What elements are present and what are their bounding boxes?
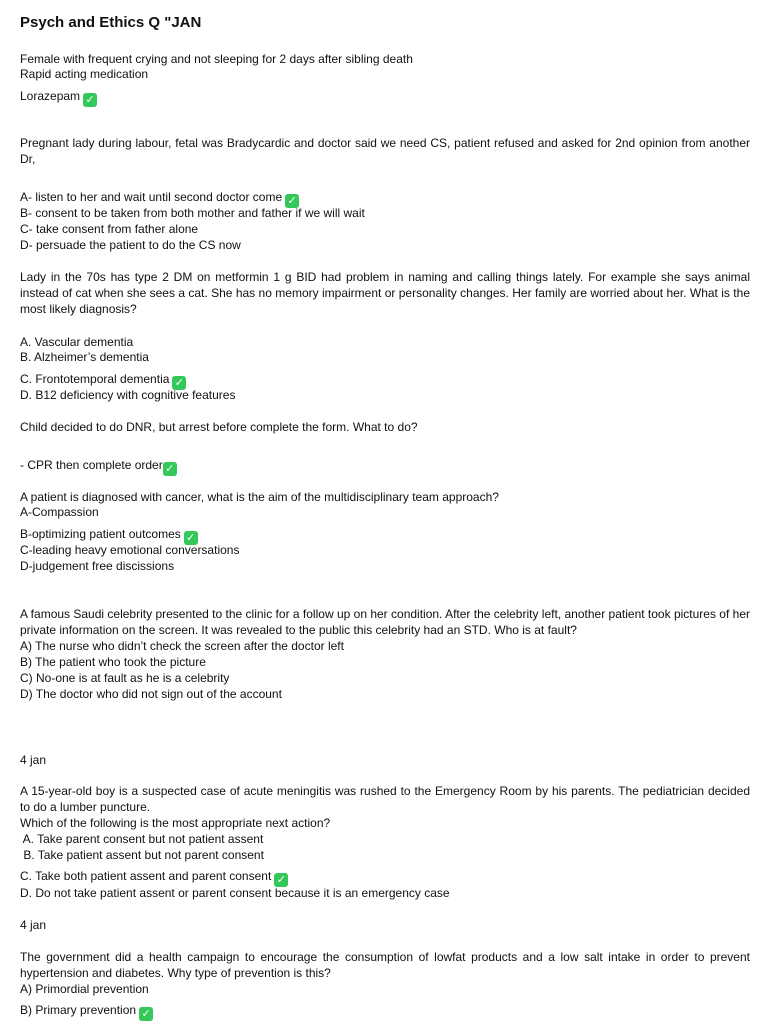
q8-option-b-text: B) Primary prevention [20, 1003, 137, 1017]
page-title: Psych and Ethics Q "JAN [20, 14, 202, 31]
check-mark-icon: ✓ [285, 194, 299, 208]
q2-option-c: C- take consent from father alone [20, 222, 199, 236]
q1-stem-line-2: Rapid acting medication [20, 67, 149, 81]
q1-answer [20, 88, 750, 107]
q6-option-a: A) The nurse who didn’t check the screen after the doctor left [20, 639, 344, 653]
q4-answer-text: - CPR then complete order [20, 458, 163, 472]
q6-stem: A famous Saudi celebrity presented to the clinic for a follow up on her condition. After the celebrity left, another patient took pictures of her private information on the screen. It was revealed to the public this celebrity had an STD. Who is at fault? [20, 607, 750, 637]
date-label: 4 jan [20, 918, 47, 932]
q7-option-d: D. Do not take patient assent or parent consent because it is an emergency case [20, 886, 450, 900]
q5-option-b-text: B-optimizing patient outcomes [20, 527, 181, 541]
q7-stem: A 15-year-old boy is a suspected case of acute meningitis was rushed to the Emergency Room by his parents. The pediatrician decided to do a lumber puncture. [20, 784, 750, 814]
check-mark-icon: ✓ [184, 531, 198, 545]
q2-option-b: B- consent to be taken from both mother and father if we will wait [20, 206, 365, 220]
q3-option-d: D. B12 deficiency with cognitive features [20, 388, 236, 402]
q5-option-c: C-leading heavy emotional conversations [20, 543, 240, 557]
q7-option-a: A. Take parent consent but not patient assent [20, 832, 264, 846]
q1-stem-line-1: Female with frequent crying and not sleeping for 2 days after sibling death [20, 52, 413, 66]
q3-option-c-text: C. Frontotemporal dementia [20, 372, 170, 386]
q4-stem: Child decided to do DNR, but arrest before complete the form. What to do? [20, 420, 418, 434]
q5-option-a: A-Compassion [20, 505, 99, 519]
q8-stem: The government did a health campaign to encourage the consumption of lowfat products and a low salt intake in order to prevent hypertension and diabetes. Why type of prevention is this? [20, 950, 750, 980]
check-mark-icon: ✓ [163, 462, 177, 476]
check-mark-icon: ✓ [172, 376, 186, 390]
q2-option-a-text: A- listen to her and wait until second doctor come [20, 190, 283, 204]
q2-stem: Pregnant lady during labour, fetal was Bradycardic and doctor said we need CS, patient refused and asked for 2nd opinion from another Dr, [20, 136, 750, 166]
q3-option-a: A. Vascular dementia [20, 335, 134, 349]
date-label: 4 jan [20, 753, 47, 767]
check-mark-icon: ✓ [139, 1007, 153, 1021]
q6-option-d: D) The doctor who did not sign out of the account [20, 687, 282, 701]
q2-option-d: D- persuade the patient to do the CS now [20, 238, 241, 252]
check-mark-icon: ✓ [83, 93, 97, 107]
q7-question: Which of the following is the most appropriate next action? [20, 816, 331, 830]
q6-option-b: B) The patient who took the picture [20, 655, 206, 669]
q5-option-d: D-judgement free discissions [20, 559, 175, 573]
check-mark-icon: ✓ [274, 873, 288, 887]
q7-option-c-text: C. Take both patient assent and parent consent [20, 869, 272, 883]
q7-option-b: B. Take patient assent but not parent consent [20, 848, 264, 862]
q3-stem: Lady in the 70s has type 2 DM on metformin 1 g BID had problem in naming and calling things lately. For example she says animal instead of cat when she sees a cat. She has no memory impairment or personality changes. Her family are worried about her. What is the most likely diagnosis? [20, 270, 750, 316]
q3-option-b: B. Alzheimer’s dementia [20, 350, 149, 364]
q1-answer-text: Lorazepam [20, 89, 81, 103]
q8-option-a: A) Primordial prevention [20, 982, 149, 996]
q4-answer [20, 457, 750, 476]
q5-stem: A patient is diagnosed with cancer, what is the aim of the multidisciplinary team approach? [20, 490, 499, 504]
q8-option-b [20, 1002, 750, 1021]
q6-option-c: C) No-one is at fault as he is a celebrity [20, 671, 230, 685]
